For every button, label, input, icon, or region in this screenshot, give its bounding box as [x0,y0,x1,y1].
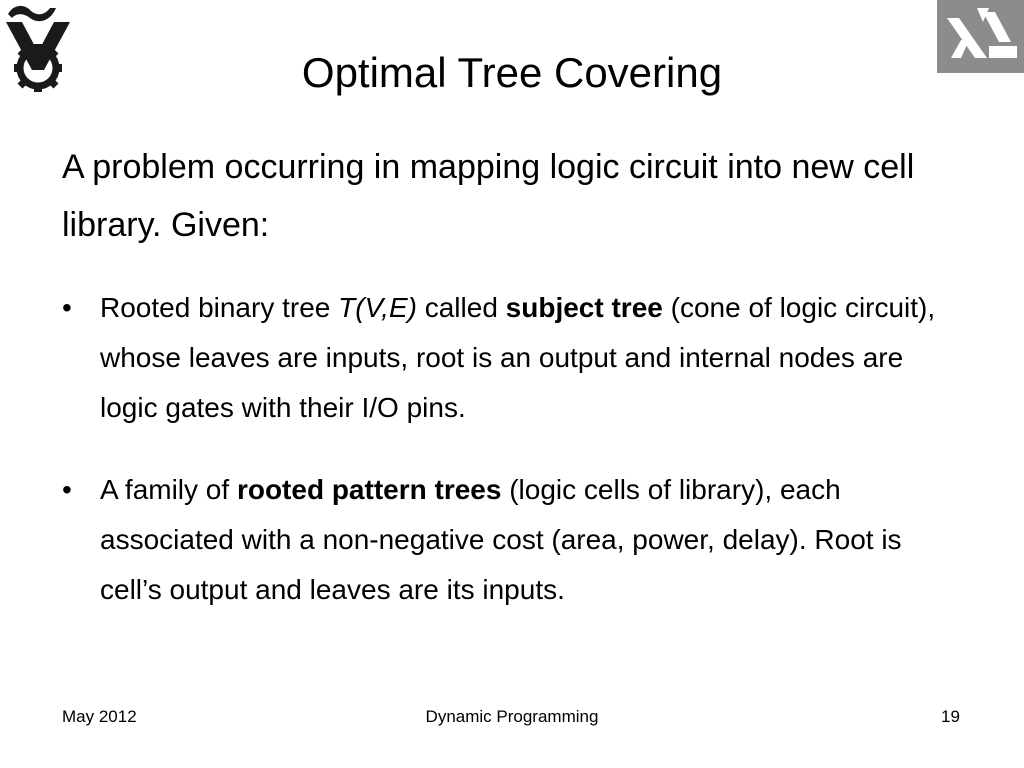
bullet-marker: • [62,292,72,323]
bullet-italic-term: T(V,E) [338,292,417,323]
bullet-item-pattern-trees [62,465,962,615]
bullet-text: A family of [100,474,237,505]
footer-topic: Dynamic Programming [425,707,599,726]
intro-text: A problem occurring in mapping logic circuit into new cell library. Given: [62,148,915,244]
bullet-item-subject-tree [62,283,962,433]
bullet-text: (logic cells of library), each associated with a non-negative cost (area, power, delay). Root is cell’s output and leaves are its inputs. [100,474,902,605]
bullet-marker: • [62,474,72,505]
bullet-bold-term: subject tree [505,292,663,323]
bullet-bold-term: rooted pattern trees [236,474,502,505]
slide-title: Optimal Tree Covering [301,49,723,96]
footer-page-number: 19 [941,707,960,726]
bullet-text: Rooted binary tree [100,292,339,323]
bullet-text: (cone of logic circuit), whose leaves are inputs, root is an output and internal nodes are logic gates with their I/O pins. [100,292,936,423]
footer-date: May 2012 [62,707,137,726]
bullet-text: called [416,292,506,323]
